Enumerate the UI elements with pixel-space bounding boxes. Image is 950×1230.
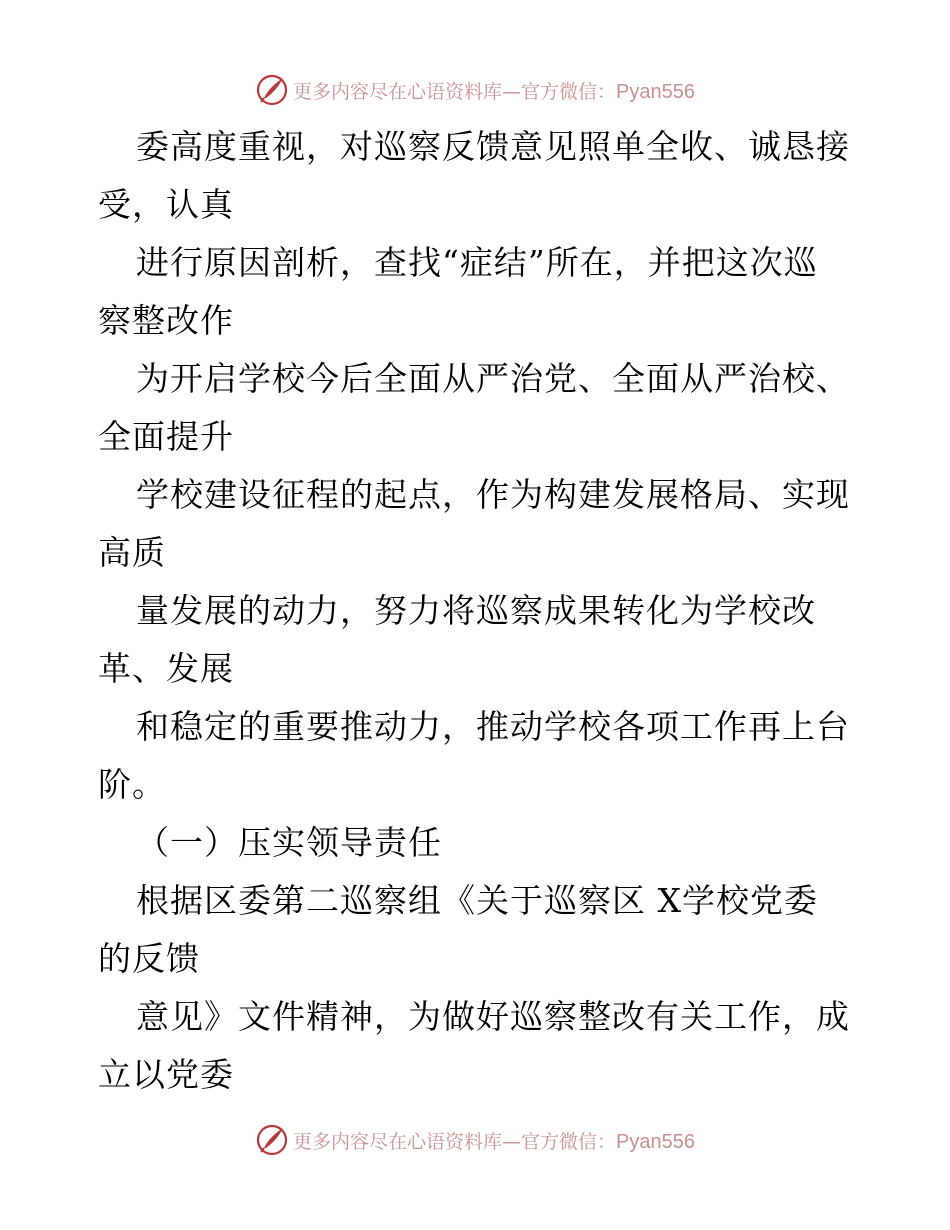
text-line: 为开启学校今后全面从严治党、全面从严治校、 (136, 359, 850, 398)
banner-text (293, 1127, 695, 1154)
wechat-handle: Pyan556 (616, 1130, 695, 1153)
text-line: 进行原因剖析，查找“症结”所在，并把这次巡 (136, 243, 818, 282)
text-line: 量发展的动力，努力将巡察成果转化为学校改 (136, 591, 816, 630)
text-line: 根据区委第二巡察组《关于巡察区 X学校党委 (136, 881, 818, 920)
text-line: 察整改作 (98, 301, 234, 340)
quill-logo-icon (255, 73, 289, 107)
text-line: 高质 (98, 533, 166, 572)
text-line: 全面提升 (98, 417, 234, 456)
banner-label: 更多内容尽在心语资料库—官方微信： (293, 80, 617, 103)
wechat-handle: Pyan556 (616, 80, 695, 103)
text-line: 受，认真 (98, 185, 234, 224)
text-line: 学校建设征程的起点，作为构建发展格局、实现 (136, 475, 850, 514)
header-watermark-banner (0, 70, 950, 110)
banner-text (293, 77, 695, 104)
text-line: 和稳定的重要推动力，推动学校各项工作再上台 (136, 707, 850, 746)
text-line: 阶。 (98, 765, 166, 804)
text-line: 立以党委 (98, 1055, 234, 1094)
text-line: 意见》文件精神，为做好巡察整改有关工作，成 (136, 997, 850, 1036)
banner-label: 更多内容尽在心语资料库—官方微信： (293, 1130, 617, 1153)
text-line: 革、发展 (98, 649, 234, 688)
footer-watermark-banner (0, 1120, 950, 1160)
section-heading: （一）压实领导责任 (136, 823, 442, 862)
text-line: 的反馈 (98, 939, 200, 978)
body-text (98, 118, 858, 1104)
text-line: 委高度重视，对巡察反馈意见照单全收、诚恳接 (136, 127, 850, 166)
quill-logo-icon (255, 1123, 289, 1157)
